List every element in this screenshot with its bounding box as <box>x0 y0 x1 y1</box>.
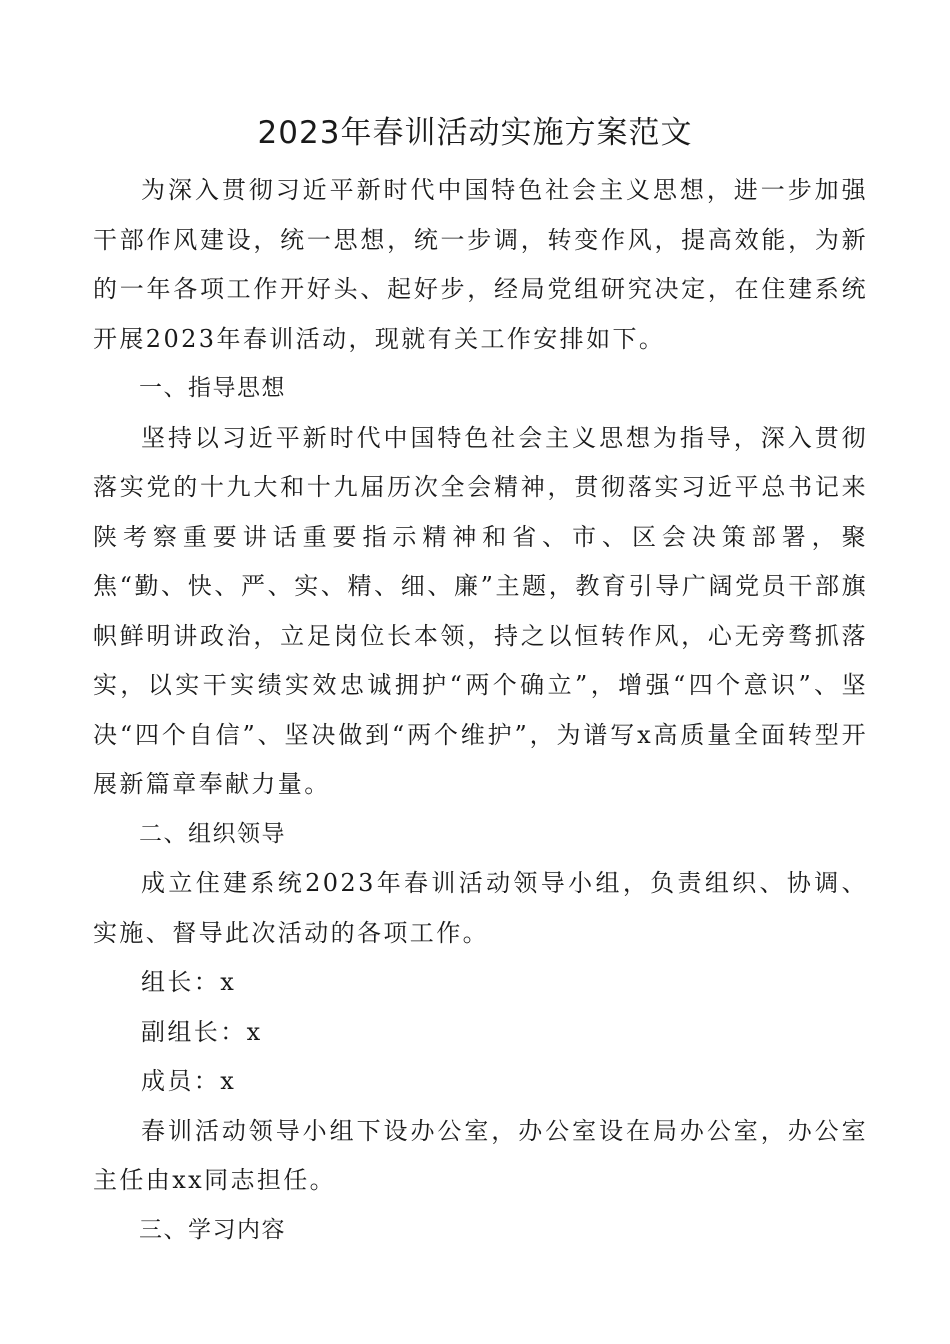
guiding-ideology-paragraph: 坚持以习近平新时代中国特色社会主义思想为指导，深入贯彻落实党的十九大和十九届历次全会精神，贯彻落实习近平总书记来陕考察重要讲话重要指示精神和省、市、区会决策部署，聚焦“勤、快、严、实、精、细、廉”主题，教育引导广阔党员干部旗帜鲜明讲政治，立足岗位长本领，持之以恒转作风，心无旁骛抓落实，以实干实绩实效忠诚拥护“两个确立”，增强“四个意识”、坚决“四个自信”、坚决做到“两个维护”，为谱写x高质量全面转型开展新篇章奉献力量。 <box>93 423 868 798</box>
members-line: 成员：x <box>141 1067 237 1095</box>
section-heading-guiding-ideology: 一、指导思想 <box>139 375 286 401</box>
organization-paragraph: 成立住建系统2023年春训活动领导小组，负责组织、协调、实施、督导此次活动的各项工作。 <box>93 869 868 947</box>
document-title: 2023年春训活动实施方案范文 <box>257 115 693 151</box>
office-paragraph: 春训活动领导小组下设办公室，办公室设在局办公室，办公室主任由xx同志担任。 <box>93 1116 868 1194</box>
intro-paragraph: 为深入贯彻习近平新时代中国特色社会主义思想，进一步加强干部作风建设，统一思想，统一步调，转变作风，提高效能，为新的一年各项工作开好头、起好步，经局党组研究决定，在住建系统开展2023年春训活动，现就有关工作安排如下。 <box>93 176 868 353</box>
section-heading-study-content: 三、学习内容 <box>139 1216 286 1243</box>
deputy-leader-line: 副组长：x <box>141 1017 263 1046</box>
document-body <box>93 166 868 1255</box>
section-heading-organization: 二、组织领导 <box>139 820 286 847</box>
group-leader-line: 组长：x <box>141 968 237 996</box>
